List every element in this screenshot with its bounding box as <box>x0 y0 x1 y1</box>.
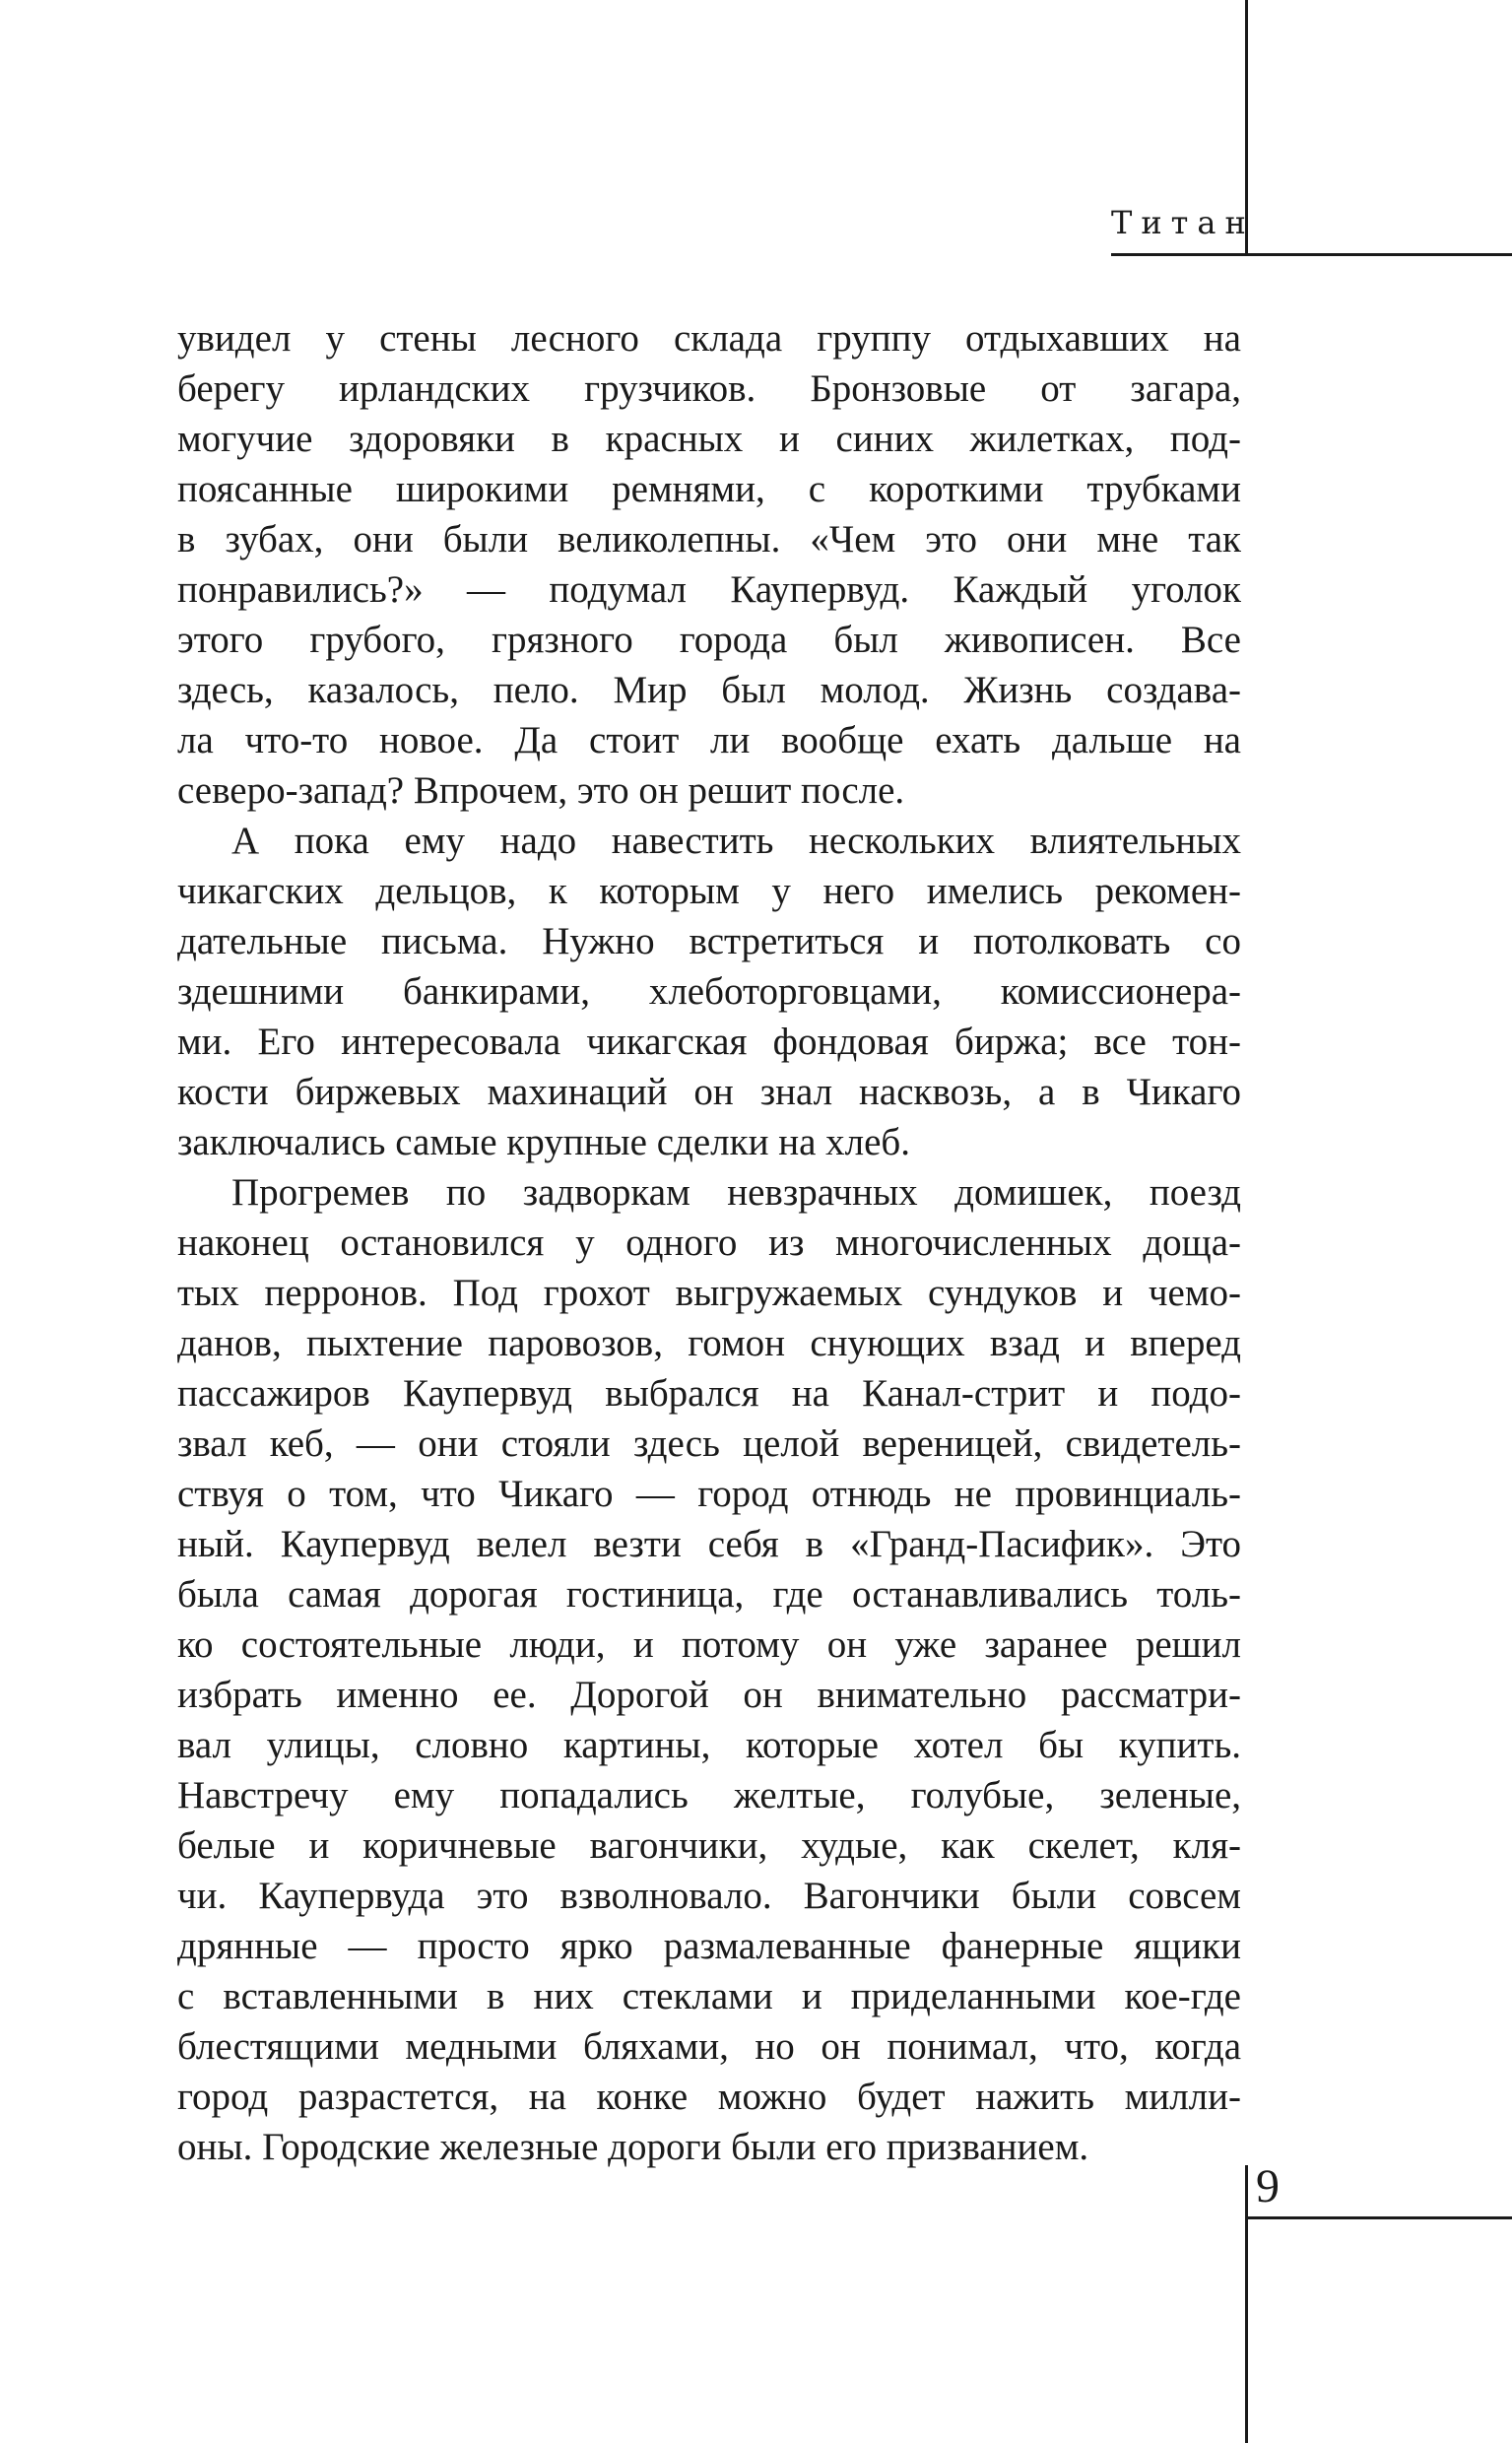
text-line: здешними банкирами, хлеботорговцами, комиссионера- <box>177 970 1241 1013</box>
text-line: Прогремев по задворкам невзрачных домишек, поезд <box>231 1171 1241 1214</box>
text-line: ла что-то новое. Да стоит ли вообще ехать дальше на <box>177 719 1241 761</box>
text-line: заключались самые крупные сделки на хлеб. <box>177 1121 910 1163</box>
text-line: Навстречу ему попадались желтые, голубые, зеленые, <box>177 1774 1241 1816</box>
folio-rule <box>1245 2216 1512 2219</box>
text-line: город разрастется, на конке можно будет нажить милли- <box>177 2076 1241 2118</box>
text-line: А пока ему надо навестить нескольких влиятельных <box>231 820 1241 862</box>
page-number: 9 <box>1256 2160 1280 2212</box>
text-line: ко состоятельные люди, и потому он уже заранее решил <box>177 1623 1241 1666</box>
body-text <box>177 313 1241 2172</box>
text-line: дрянные — просто ярко размалеванные фанерные ящики <box>177 1925 1241 1967</box>
text-line: увидел у стены лесного склада группу отдыхавших на <box>177 317 1241 360</box>
text-line: могучие здоровяки в красных и синих жилетках, под- <box>177 418 1241 460</box>
text-line: вал улицы, словно картины, которые хотел бы купить. <box>177 1724 1241 1766</box>
margin-rule-vertical-bottom <box>1245 2165 1248 2443</box>
header-rule <box>1111 253 1512 256</box>
text-line: наконец остановился у одного из многочисленных доща- <box>177 1222 1241 1264</box>
text-line: здесь, казалось, пело. Мир был молод. Жизнь создава- <box>177 669 1241 711</box>
text-line: была самая дорогая гостиница, где останавливались толь- <box>177 1573 1241 1616</box>
text-line: ми. Его интересовала чикагская фондовая биржа; все тон- <box>177 1021 1241 1063</box>
text-line: поясанные широкими ремнями, с короткими трубками <box>177 468 1241 510</box>
text-line: в зубах, они были великолепны. «Чем это они мне так <box>177 518 1241 561</box>
text-line: пассажиров Каупервуд выбрался на Канал-стрит и подо- <box>177 1372 1241 1415</box>
text-line: северо-запад? Впрочем, это он решит после. <box>177 769 905 812</box>
text-line: белые и коричневые вагончики, худые, как скелет, кля- <box>177 1824 1241 1867</box>
text-line: оны. Городские железные дороги были его призванием. <box>177 2126 1089 2168</box>
text-line: избрать именно ее. Дорогой он внимательно рассматри- <box>177 1674 1241 1716</box>
text-line: тых перронов. Под грохот выгружаемых сундуков и чемо- <box>177 1272 1241 1314</box>
text-line: этого грубого, грязного города был живописен. Все <box>177 619 1241 661</box>
text-line: чикагских дельцов, к которым у него имелись рекомен- <box>177 870 1241 912</box>
text-line: берегу ирландских грузчиков. Бронзовые от загара, <box>177 367 1241 410</box>
text-line: данов, пыхтение паровозов, гомон снующих взад и вперед <box>177 1322 1241 1364</box>
text-line: ный. Каупервуд велел везти себя в «Гранд-Пасифик». Это <box>177 1523 1241 1565</box>
text-line: кости биржевых махинаций он знал насквозь, а в Чикаго <box>177 1071 1241 1113</box>
text-line: ствуя о том, что Чикаго — город отнюдь не провинциаль- <box>177 1473 1241 1515</box>
text-line: дательные письма. Нужно встретиться и потолковать со <box>177 920 1241 962</box>
text-line: понравились?» — подумал Каупервуд. Каждый уголок <box>177 568 1241 611</box>
running-title: Титан <box>1111 204 1255 241</box>
text-line: звал кеб, — они стояли здесь целой вереницей, свидетель- <box>177 1422 1241 1465</box>
text-line: с вставленными в них стеклами и приделанными кое-где <box>177 1975 1241 2017</box>
text-line: блестящими медными бляхами, но он понимал, что, когда <box>177 2025 1241 2068</box>
text-line: чи. Каупервуда это взволновало. Вагончики были совсем <box>177 1875 1241 1917</box>
